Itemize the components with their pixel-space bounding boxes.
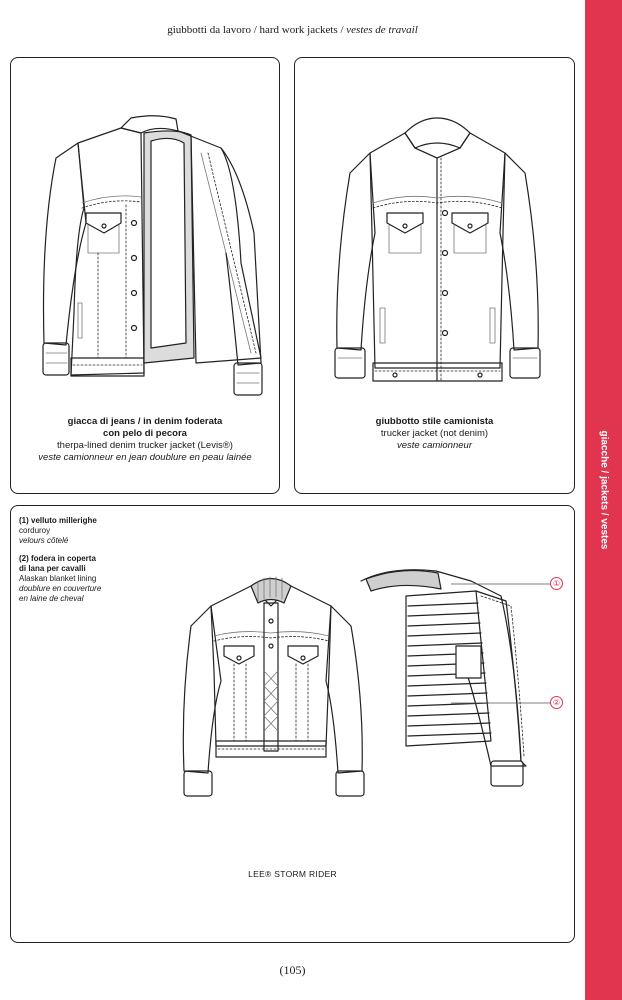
chapter-side-tab xyxy=(585,0,622,1000)
trucker-jacket-title: giubbotto stile camionista xyxy=(375,416,494,427)
header-title-fr: vestes de travail xyxy=(346,24,418,36)
sherpa-jacket-title-line2: con pelo di pecora xyxy=(103,428,187,439)
note1-french: velours côtelé xyxy=(19,536,69,545)
sherpa-jacket-title-line1: giacca di jeans / in denim foderata xyxy=(67,416,223,427)
trucker-jacket-panel xyxy=(294,57,575,494)
note2-french-line1: doublure en couverture xyxy=(19,584,102,593)
callout-leader-lines xyxy=(451,582,551,707)
header-title-it: giubbotti da lavoro xyxy=(167,24,251,36)
sherpa-jacket-french: veste camionneur en jean doublure en peau lainée xyxy=(38,452,252,463)
page-header-title xyxy=(0,24,585,36)
callout-marker-2: ② xyxy=(550,696,563,709)
chapter-side-tab-label: giacche / jackets / vestes xyxy=(598,430,609,550)
note2-title-line2: di lana per cavalli xyxy=(19,564,86,573)
trucker-jacket-caption xyxy=(295,416,574,452)
callout-marker-1: ① xyxy=(550,577,563,590)
header-separator: / xyxy=(250,24,260,36)
sherpa-jacket-illustration xyxy=(26,113,271,418)
page-number: (105) xyxy=(279,963,306,977)
sherpa-jacket-english: therpa-lined denim trucker jacket (Levis®) xyxy=(57,440,233,451)
note2-title-line1: (2) fodera in coperta xyxy=(19,554,96,563)
trucker-jacket-english: trucker jacket (not denim) xyxy=(380,428,489,439)
trucker-jacket-illustration xyxy=(325,113,550,418)
material-notes xyxy=(19,516,179,604)
note1-english: corduroy xyxy=(19,526,51,535)
storm-rider-panel xyxy=(10,505,575,943)
header-separator: / xyxy=(337,24,347,36)
header-title-en: hard work jackets xyxy=(259,24,338,36)
sherpa-jacket-panel xyxy=(10,57,280,494)
note2-french-line2: en laine de cheval xyxy=(19,594,84,603)
note1-title: (1) velluto millerighe xyxy=(19,516,97,525)
sherpa-jacket-caption xyxy=(11,416,279,464)
trucker-jacket-french: veste camionneur xyxy=(397,440,472,451)
storm-rider-caption: LEE® STORM RIDER xyxy=(248,869,337,879)
note2-english: Alaskan blanket lining xyxy=(19,574,97,583)
